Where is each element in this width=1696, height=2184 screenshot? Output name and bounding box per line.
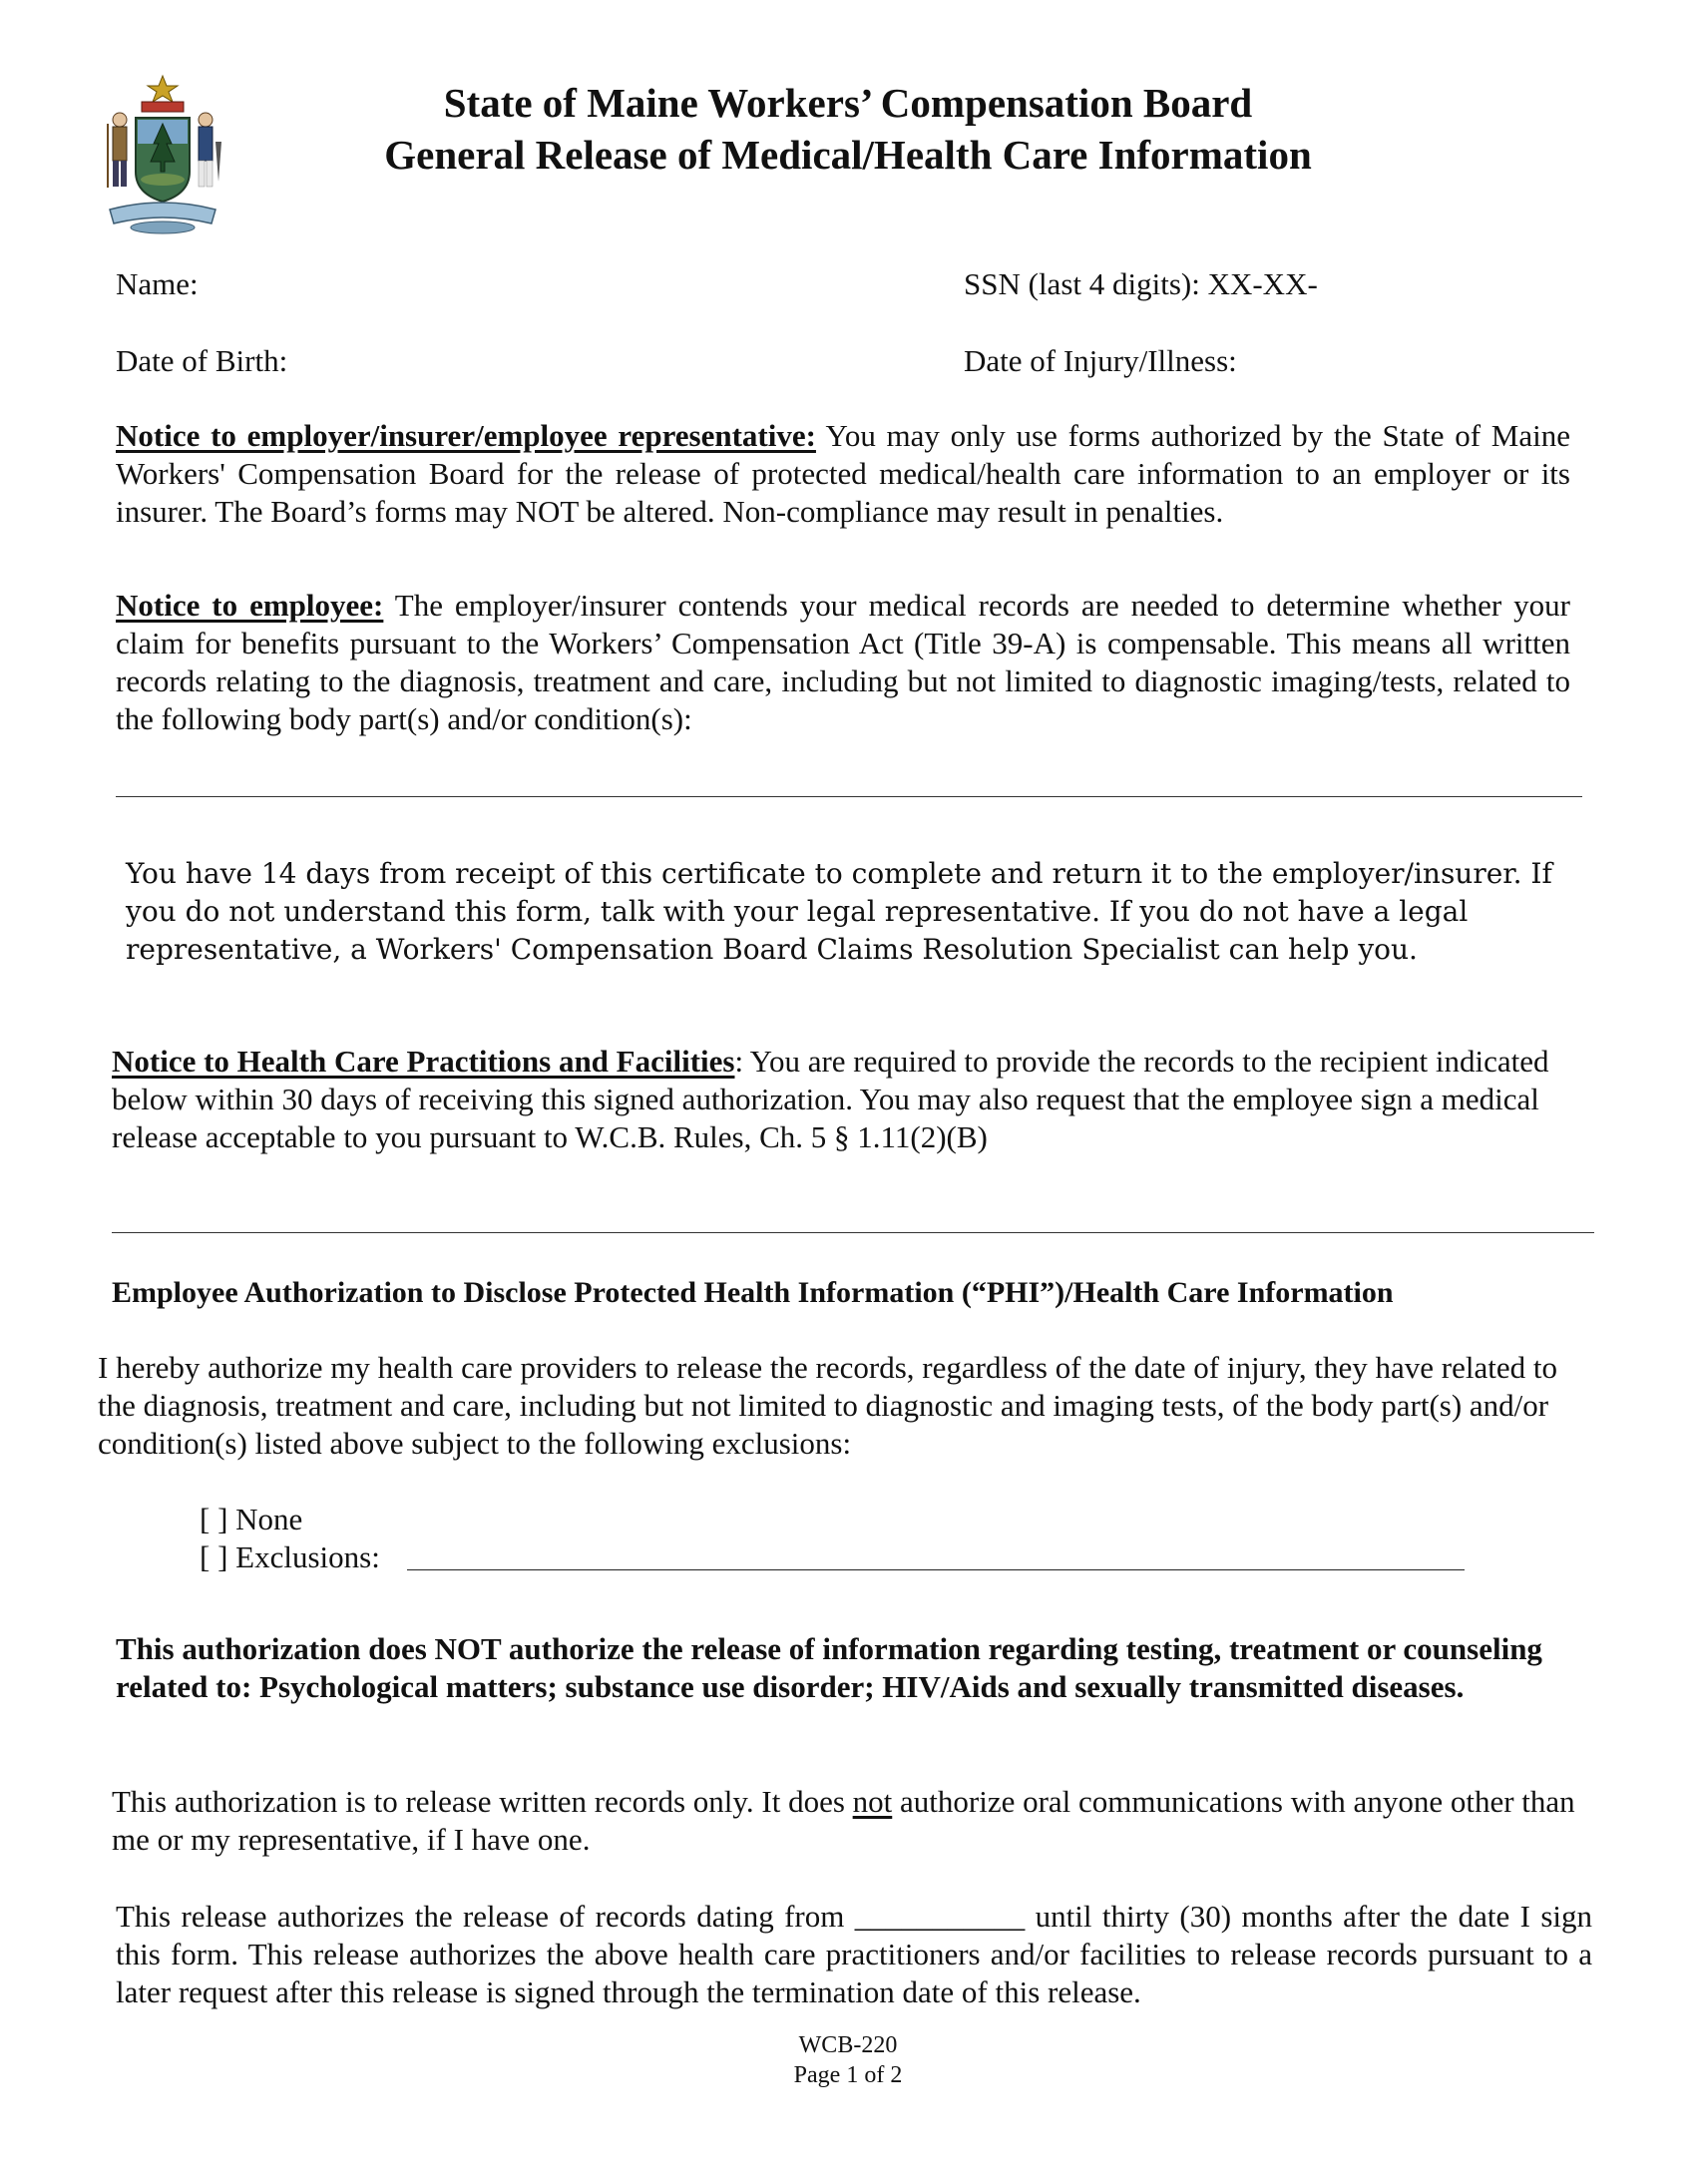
form-title-line2: General Release of Medical/Health Care Information — [384, 132, 1312, 178]
notice-employee-heading: Notice to employee: — [116, 588, 384, 623]
notice-employee-paragraph — [116, 587, 1570, 738]
dob-field-label: Date of Birth: — [116, 343, 288, 378]
release-dating-paragraph: This release authorizes the release of records dating from ___________ until thirty (30) months after the date I sign this form. This release authorizes the above health care practitioners and/or facilities to release records pursuant to a later request after this release is signed through the termination date of this release. — [116, 1899, 1592, 2009]
date-of-injury-field-label: Date of Injury/Illness: — [964, 343, 1237, 378]
form-number: WCB-220 — [798, 2032, 898, 2058]
notice-practitions-paragraph — [112, 1043, 1578, 1156]
exclusion-notice-paragraph: This authorization does NOT authorize the release of information regarding testing, treatment or counseling related to: Psychological matters; substance use disorder; HIV/Aids and sexually transmitted diseases. — [116, 1631, 1542, 1704]
notice-practitions-body: : You are required to provide the records to the recipient indicated below within 30 days of receiving this signed authorization. You may also request that the employee sign a medical release acceptable to you pursuant to W.C.B. Rules, Ch. 5 § 1.11(2)(B) — [112, 1044, 1549, 1154]
written-records-paragraph — [112, 1783, 1588, 1859]
notice-employee-body: The employer/insurer contends your medical records are needed to determine whether your claim for benefits pursuant to the Workers’ Compensation Act (Title 39-A) is compensable. This means all written records relating to the diagnosis, treatment and care, including but not limited to diagnostic imaging/tests, related to the following body part(s) and/or condition(s): — [116, 588, 1570, 736]
form-title-line1: State of Maine Workers’ Compensation Board — [443, 80, 1253, 126]
page-footer — [698, 2030, 998, 2090]
notice-employer-heading: Notice to employer/insurer/employee representative: — [116, 418, 816, 453]
ssn-field-label: SSN (last 4 digits): XX-XX- — [964, 266, 1318, 301]
name-field-label: Name: — [116, 266, 199, 301]
authorization-heading: Employee Authorization to Disclose Protected Health Information (“PHI”)/Health Care Information — [112, 1276, 1394, 1309]
state-seal-icon — [98, 72, 227, 236]
page-number: Page 1 of 2 — [793, 2062, 903, 2088]
checkbox-none[interactable]: [ ] None — [200, 1502, 303, 1536]
written-records-part1: This authorization is to release written records only. It does — [112, 1784, 853, 1819]
notice-practitions-heading: Notice to Health Care Practitions and Facilities — [112, 1044, 735, 1079]
section-divider — [112, 1232, 1594, 1233]
authorization-body: I hereby authorize my health care providers to release the records, regardless of the date of injury, they have related to the diagnosis, treatment and care, including but not limited to diagnostic and imaging tests, of the body part(s) and/or condition(s) listed above subject to the following exclusions: — [98, 1350, 1557, 1461]
notice-employer-paragraph — [116, 417, 1570, 531]
checkbox-exclusions[interactable]: [ ] Exclusions: — [200, 1539, 380, 1574]
exclusions-blank-line — [407, 1569, 1465, 1570]
body-parts-blank-line — [116, 796, 1582, 797]
notice-employer-body: You may only use forms authorized by the State of Maine Workers' Compensation Board for the release of protected medical/health care information to an employer or its insurer. The Board’s forms may NOT be altered. Non-compliance may result in penalties. — [116, 418, 1570, 529]
written-records-underlined: not — [852, 1784, 893, 1819]
days-notice-paragraph: You have 14 days from receipt of this certificate to complete and return it to the employer/insurer. If you do not understand this form, talk with your legal representative. If you do not have a legal representative, a Workers' Compensation Board Claims Resolution Specialist can help you. — [126, 857, 1552, 966]
written-records-part2: authorize oral communications with anyone other than me or my representative, if I have one. — [112, 1784, 1575, 1857]
